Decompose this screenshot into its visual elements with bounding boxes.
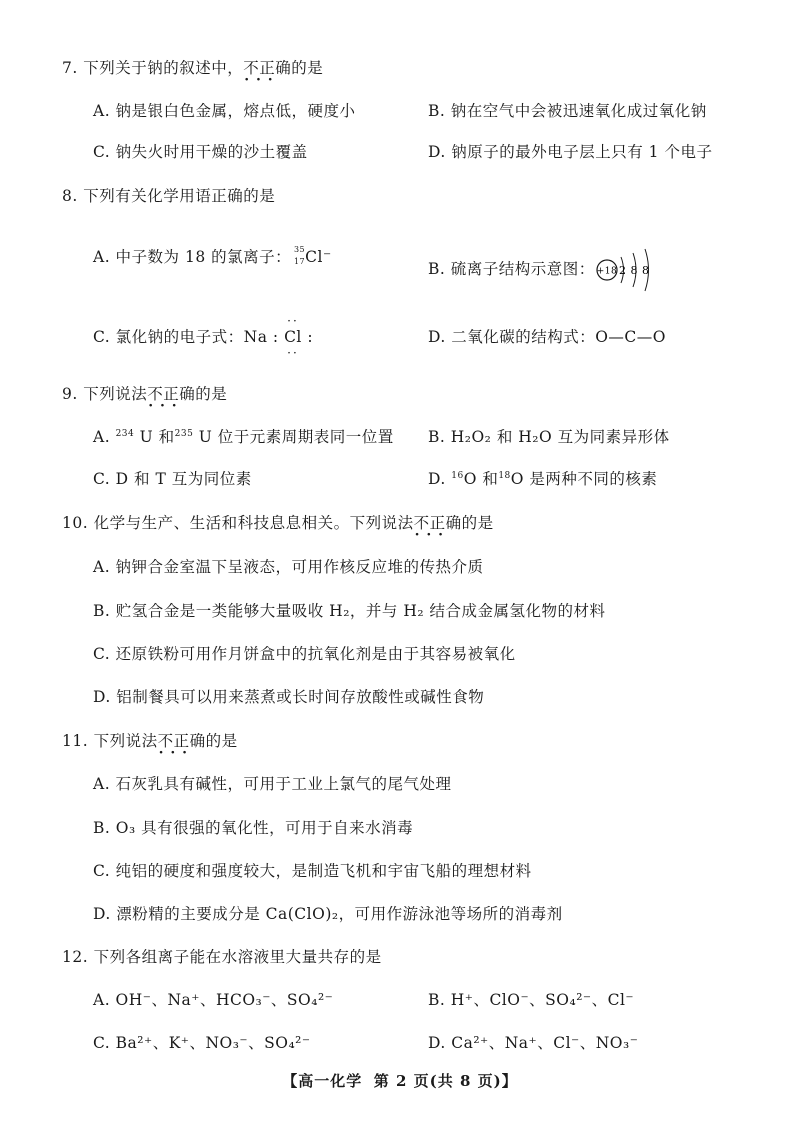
q9-d-pre: D. <box>428 470 452 488</box>
q12-option-d: D. Ca²⁺、Na⁺、Cl⁻、NO₃⁻ <box>428 1034 639 1052</box>
q12-option-b: B. H⁺、ClO⁻、SO₄²⁻、Cl⁻ <box>428 991 635 1009</box>
q7-option-c: C. 钠失火时用干燥的沙土覆盖 <box>93 143 308 161</box>
q7-option-d: D. 钠原子的最外电子层上只有 1 个电子 <box>428 143 713 161</box>
q12-option-c: C. Ba²⁺、K⁺、NO₃⁻、SO₄²⁻ <box>93 1034 311 1052</box>
q10-stem-prefix: 10. 化学与生产、生活和科技息息相关。下列说法 <box>62 514 414 532</box>
q8-option-a <box>93 245 332 267</box>
q8-c-cl-dots-top: ·· <box>287 314 299 328</box>
question-7-stem <box>62 56 323 78</box>
q10-option-d: D. 铝制餐具可以用来蒸煮或长时间存放酸性或碱性食物 <box>93 688 485 706</box>
q11-option-d: D. 漂粉精的主要成分是 Ca(ClO)₂，可用作游泳池等场所的消毒剂 <box>93 905 563 923</box>
footer-subject: 【高一化学 <box>282 1072 363 1090</box>
sulfide-structure-diagram <box>595 245 665 295</box>
q9-d-post: O 是两种不同的核素 <box>510 470 658 488</box>
q9-a-mass2: 235 <box>174 428 194 439</box>
q7-option-b: B. 钠在空气中会被迅速氧化成过氧化钠 <box>428 102 707 120</box>
q8-a-mass: 35 <box>293 245 306 254</box>
q8-c-cl-with-dots <box>284 314 302 360</box>
page-footer <box>0 1070 800 1091</box>
q10-option-c: C. 还原铁粉可用作月饼盒中的抗氧化剂是由于其容易被氧化 <box>93 645 516 663</box>
q9-a-pre: A. <box>93 428 116 446</box>
q9-a-mass1: 234 <box>115 428 135 439</box>
q11-stem-suffix: 的是 <box>205 732 238 750</box>
q12-option-a: A. OH⁻、Na⁺、HCO₃⁻、SO₄²⁻ <box>93 991 334 1009</box>
q8-c-na: Na <box>243 328 268 346</box>
q10-option-a: A. 钠钾合金室温下呈液态，可用作核反应堆的传热介质 <box>93 558 484 576</box>
q11-option-a: A. 石灰乳具有碱性，可用于工业上氯气的尾气处理 <box>93 775 452 793</box>
q8-option-c <box>93 314 314 360</box>
q9-option-d <box>428 467 657 489</box>
q9-a-post: U 位于元素周期表同一位置 <box>193 428 394 446</box>
question-12-stem: 12. 下列各组离子能在水溶液里大量共存的是 <box>62 948 382 966</box>
question-8-stem: 8. 下列有关化学用语正确的是 <box>62 187 276 205</box>
footer-page: 第 2 页(共 8 页)】 <box>373 1072 518 1090</box>
q9-d-mid: O 和 <box>463 470 499 488</box>
q8-c-sep: : <box>267 328 285 346</box>
question-10-stem <box>62 511 494 533</box>
q9-option-b: B. H₂O₂ 和 H₂O 互为同素异形体 <box>428 428 670 446</box>
q9-emphasis: 不正确 · · · <box>147 382 195 404</box>
q9-a-mid: U 和 <box>134 428 175 446</box>
q8-option-d: D. 二氧化碳的结构式：O—C—O <box>428 328 667 346</box>
q8-a-atomic: 17 <box>293 257 306 266</box>
q7-option-a: A. 钠是银白色金属，熔点低，硬度小 <box>93 102 356 120</box>
q7-stem-prefix: 7. 下列关于钠的叙述中， <box>62 59 244 77</box>
q9-option-a <box>93 425 394 447</box>
q10-emphasis: 不正确 · · · <box>414 511 462 533</box>
q8-a-symbol: Cl⁻ <box>305 248 332 266</box>
q8-c-sep2: : <box>301 328 314 346</box>
q11-option-b: B. O₃ 具有很强的氧化性，可用于自来水消毒 <box>93 819 414 837</box>
q9-d-mass2: 18 <box>498 470 511 481</box>
q11-stem-prefix: 11. 下列说法 <box>62 732 158 750</box>
q9-stem-prefix: 9. 下列说法 <box>62 385 148 403</box>
question-9-stem <box>62 382 227 404</box>
q11-emphasis: 不正确 · · · <box>158 729 206 751</box>
q10-stem-suffix: 的是 <box>461 514 494 532</box>
sulfide-shells: 2 8 8 <box>618 264 650 277</box>
q9-option-c: C. D 和 T 互为同位素 <box>93 470 252 488</box>
question-11-stem <box>62 729 238 751</box>
q7-emphasis: 不正确 · · · <box>243 56 291 78</box>
q8-c-cl-dots-bottom: ·· <box>287 346 299 360</box>
q10-option-b: B. 贮氢合金是一类能够大量吸收 H₂，并与 H₂ 结合成金属氢化物的材料 <box>93 602 606 620</box>
q8-option-b <box>428 245 665 295</box>
q9-stem-suffix: 的是 <box>195 385 228 403</box>
q8-c-cl: Cl <box>284 328 302 346</box>
q11-option-c: C. 纯铝的硬度和强度较大，是制造飞机和宇宙飞船的理想材料 <box>93 862 532 880</box>
q9-d-mass1: 16 <box>451 470 464 481</box>
q8-c-text: C. 氯化钠的电子式： <box>93 328 244 346</box>
q7-stem-suffix: 的是 <box>291 59 324 77</box>
q8-a-isotope <box>291 245 306 266</box>
q8-b-text: B. 硫离子结构示意图： <box>428 260 595 278</box>
q8-a-text: A. 中子数为 18 的氯离子： <box>93 248 292 266</box>
sulfide-nucleus: +18 <box>596 266 617 277</box>
